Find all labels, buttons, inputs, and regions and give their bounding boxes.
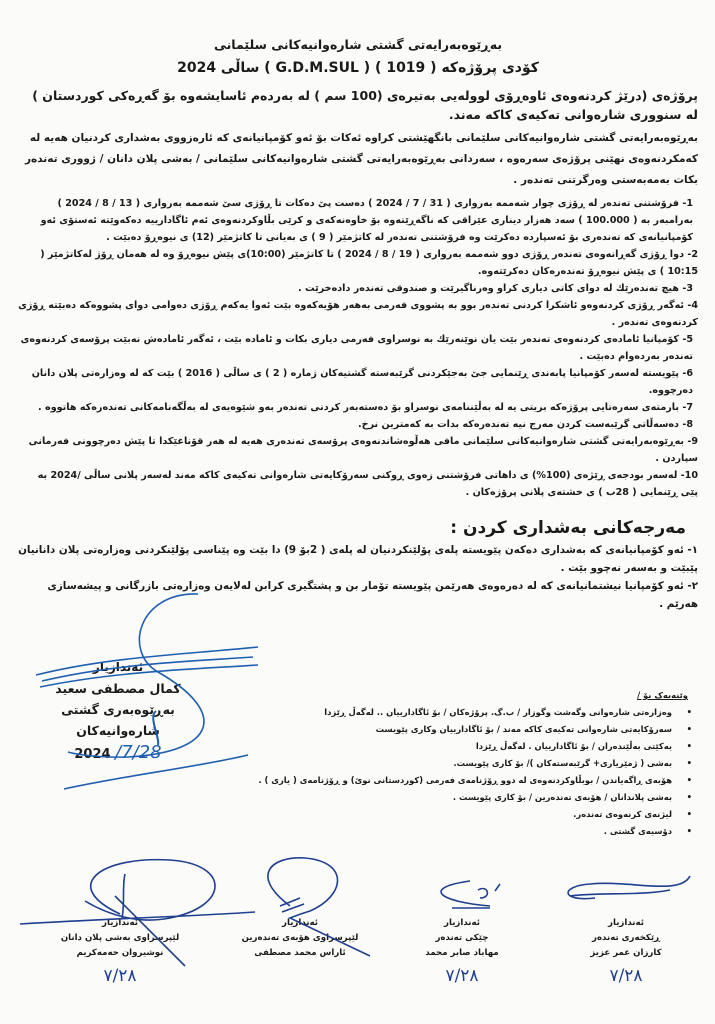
member-name: مهاباد صابر محمد — [425, 948, 499, 958]
member-role: ڕێکخەری تەندەر — [592, 933, 660, 943]
term-item: 4- ئەگەر ڕۆژی کردنەوەو ئاشکرا کردنی تەندەر بوو بە پشووی فەرمی بەهەر هۆیەکەوە بێت ئەوا یەکەم ڕۆژی دەوامی دوای پشووەکە دەبێتە ڕۆژی کردنەوەی تەندەر . — [18, 300, 698, 328]
member-title: ئەندازیار — [102, 918, 138, 928]
term-item: 5- کۆمپانیا ئامادەی کردنەوەی تەندەر بێت یان نوێنەرێك بە نوسراوی فەرمی دیاری بکات و ئامادە بێت ، ئەگەر ئامادەش نەبێت پرۆسەی کردنەوەی تەندەر بەردەوام دەبێت . — [20, 334, 693, 362]
cc-item: • یەکێتی بەڵێندەران / بۆ ئاگادارییان . لەگەڵ ڕێزدا — [218, 738, 698, 755]
committee-member-1 — [40, 916, 200, 991]
committee-member-4 — [556, 916, 696, 991]
term-item: 2- دوا ڕۆژی گەڕانەوەی تەندەر ڕۆژی دوو شەممە بەرواری ( 19 / 8 / 2024 ) تا کاتژمێر (10:00)ی پێش نیوەڕۆ وە لە هەمان ڕۆژ لەکاتژمێر ( 10:15 ) ی پێش نیوەڕۆ تەندەرەکان دەکرێتەوە. — [40, 249, 698, 277]
director-position: بەڕێوەبەری گشتی شارەوانیەکان — [61, 702, 175, 738]
committee-member-3 — [392, 916, 532, 991]
cc-item: • هۆبەی ڕاگەیاندن / بوبڵاوکردنەوەی لە دوو ڕۆژنامەی فەرمی (کوردستانی نوێ) و ڕۆژنامەی ( یاری ) . — [218, 772, 698, 789]
term-item: 3- هیچ تەندەرێك لە دوای کاتی دیاری کراو وەرناگیرێت و صندوقی تەندەر دادەخرێت . — [297, 283, 693, 294]
intro-paragraph: بەڕێوەبەرایەتی گشتی شارەوانیەکانی سلێمانی بانگهێشتی کراوە ئەکات بۆ ئەو کۆمپانیانەی کە ئارەزووی بەشداری کردنیان هەیە لە کەمکردنەوەی نهێنی پرۆژەی سەرەوە ، سەردانی بەڕێوەبەرایەتی گشتی شارەوانیەکانی سلێمانی / بەشی پلان دانان / ژووری تەندەر بکات بەمەبەستی وەرگرتنی تەندەر . — [24, 132, 698, 186]
conditions-list — [18, 541, 698, 613]
project-title: پرۆژەی (درێژ کردنەوەی ئاوەڕۆی لوولەیی بەتیرەی (100 سم ) لە بەردەم ئاسایشەوە بۆ گەڕەکی کوردستان ) لە سنووری شارەوانی تەکیەی کاکە مەند. — [32, 88, 698, 122]
term-item: 10- لەسەر بودجەی ڕێژەی (100%) ی داهاتی فرۆشتنی زەوی ڕوکنی سەرۆکایەتی شارەوانی تەکیەی کاکە مەند لەسەر پلانی ساڵی /2024 بە پێی ڕێنمایی ( 28ب ) ی خشتەی پلانی پرۆژەکان . — [37, 470, 698, 498]
condition-item: ١- ئەو کۆمپانیانەی کە بەشداری دەکەن پێویستە پلەی پۆلێنکردنیان لە پلەی ( 2بۆ 9) دا بێت وە پێناسی پۆلێنکردنی وەزارەتی پلان دانانیان پێبێت و بەسەر نەچوو بێت . — [18, 544, 698, 574]
cc-item: • سەرۆکایەتی شارەوانی تەکیەی کاکە مەند / بۆ ئاگادارییان وکاری پێویست — [218, 721, 698, 738]
tender-terms-list — [18, 195, 698, 501]
member-role: لێپرسراوی هۆبەی تەندەرین — [241, 933, 359, 943]
director-signature-block: ئەندازیار کمال مصطفی سعید بەڕێوەبەری گشتی شارەوانیەکان 2024 /7/28 — [18, 657, 218, 767]
member-role: چێکی تەندەر — [435, 933, 489, 943]
conditions-heading: مەرجەکانی بەشداری کردن : — [450, 518, 686, 538]
cc-heading: وێنەیەک بۆ / — [637, 690, 688, 700]
cc-item: • دۆسیەی گشتی . — [218, 823, 698, 840]
director-date-handwritten: 7/28 — [121, 742, 162, 763]
organization-header: بەڕێوەبەرایەتی گشتی شارەوانیەکانی سلێمانی — [213, 37, 503, 52]
member-name: کارزان عمر عزیز — [590, 948, 662, 958]
term-item: 7- بارمتەی سەرەتایی پرۆژەکە بریتی یە لە بەڵێننامەی نوسراو بۆ دەستەبەر کردنی تەندەر بەو شێوەیەی لە بەڵگەنامەکانی تەندەرەکە هاتووە . — [38, 402, 693, 413]
committee-member-2 — [220, 916, 380, 991]
member-title: ئەندازیار — [608, 918, 644, 928]
project-code: کۆدی پرۆژەکە ( 1019 ) ( G.D.M.SUL ) ساڵی 2024 — [177, 60, 539, 76]
condition-item: ٢- ئەو کۆمپانیا نیشتمانیانەی کە لە دەرەوەی هەرێمن پێویستە تۆمار بن و پشتگیری کرابن لەلایەن وەزارەتی بازرگانی و پیشەسازی هەرێم . — [47, 580, 698, 610]
term-item: 1- فرۆشتنی تەندەر لە ڕۆژی چوار شەممە بەرواری ( 31 / 7 / 2024 ) دەست پێ دەکات تا ڕۆژی سێ شەممە بەرواری ( 13 / 8 / 2024 ) بەرامبەر بە ( 100.000 ) سەد هەزار دیناری عێراقی کە ناگەڕێتەوە بۆ خاوەنەکەی و کرێی بڵاوکردنەوەی ئەم ئاگادارییە دەکەوێتە ئەستۆی ئەو کۆمپانیانەی کە تەندەری بۆ ئەسپاردە دەکرێت وە فرۆشتنی تەندەر لە کاتژمێر ( 9 ) ی بەیانی تا کاتژمێر (12) ی نیوەڕۆ دەبێت . — [40, 198, 693, 243]
member-name: نوشیروان حەمەکریم — [76, 948, 164, 958]
cc-list — [218, 704, 698, 840]
cc-item: • بەشی پلاندانان / هۆبەی تەندەرین / بۆ کاری پێویست . — [218, 789, 698, 806]
cc-item: • وەزارەتی شارەوانی وگەشت وگوزار / ب.گ. پرۆژەکان / بۆ ئاگادارییان .. لەگەڵ ڕێزدا — [218, 704, 698, 721]
cc-item: • لیژنەی کرنەوەی تەندەر. — [218, 806, 698, 823]
member-title: ئەندازیار — [444, 918, 480, 928]
member-name: ئاراس محمد مصطفی — [254, 948, 346, 958]
member-role: لێپرسراوی بەشی پلان دانان — [60, 933, 180, 943]
cc-item: • بەشی ( ژمێریاری+ گرێبەستەکان )/ بۆ کاری پێویست. — [218, 755, 698, 772]
member-title: ئەندازیار — [282, 918, 318, 928]
term-item: 8- دەسەڵاتی گرێبەست کردن مەرج نیە تەندەرەکە بدات بە کەمترین نرخ. — [358, 419, 693, 430]
member-date: ٧/٢٨ — [609, 966, 643, 986]
member-date: ٧/٢٨ — [445, 966, 479, 986]
director-date-year: 2024 — [74, 747, 111, 762]
director-name: کمال مصطفی سعید — [55, 681, 181, 696]
term-item: 9- بەڕێوەبەرایەتی گشتی شارەوانیەکانی سلێمانی مافی هەڵوەشاندنەوەی پرۆسەی تەندەری هەیە لە هەر قۆناغێکدا تا پێش دەرچوونی فەرمانی سپاردن . — [28, 436, 698, 464]
member-date: ٧/٢٨ — [103, 966, 137, 986]
term-item: 6- پێویستە لەسەر کۆمپانیا پابەندی ڕێنمایی جێ بەجێکردنی گرێبەستە گشتیەکان ژمارە ( 2 ) ی ساڵی ( 2016 ) بێت کە لە وەزارەتی پلان دانان دەرچووە. — [31, 368, 693, 396]
director-title: ئەندازیار — [92, 660, 144, 674]
